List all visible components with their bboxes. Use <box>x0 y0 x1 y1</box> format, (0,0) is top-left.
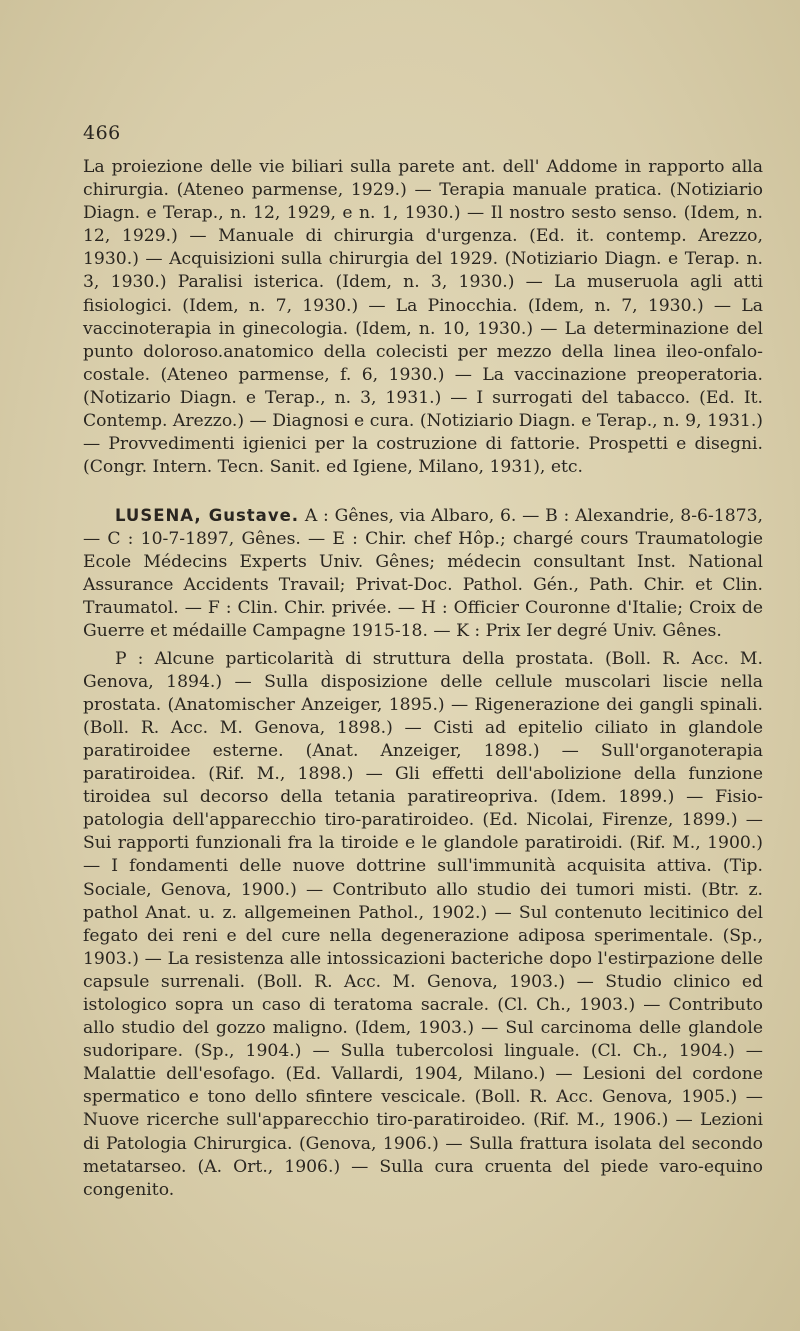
previous-entry-text: La proiezione delle vie biliari sulla parete ant. dell' Addome in rapporto alla chirurgia. (Ateneo parmense, 1929.) — Terapia manuale pratica. (Notiziario Diagn. e Terap., n. 12, 1929, e n. 1, 1930.) — Il nostro sesto senso. (Idem, n. 12, 1929.) — Manuale di chirurgia d'urgenza. (Ed. it. contemp. Arezzo, 1930.) — Acquisizioni sulla chirurgia del 1929. (Notiziario Diagn. e Terap. n. 3, 1930.) Paralisi isterica. (Idem, n. 3, 1930.) — La museruola agli atti fisiologici. (Idem, n. 7, 1930.) — La Pinocchia. (Idem, n. 7, 1930.) — La vaccinoterapia in ginecologia. (Idem, n. 10, 1930.) — La determinazione del punto doloroso.anatomico della colecisti per mezzo della linea ileo-onfalo-costale. (Ateneo parmense, f. 6, 1930.) — La vaccinazione preoperatoria. (Notizario Diagn. e Terap., n. 3, 1931.) — I surrogati del tabacco. (Ed. It. Contemp. Arezzo.) — Diagnosi e cura. (Notiziario Diagn. e Terap., n. 9, 1931.) — Provvedimenti igienici per la costruzione di fattorie. Prospetti e disegni. (Congr. Intern. Tecn. Sanit. ed Igiene, Milano, 1931), etc. <box>83 157 763 478</box>
entry-bio: A : Gênes, via Albaro, 6. — B : Alexandrie, 8-6-1873, — C : 10-7-1897, Gênes. — E : Chir. chef Hôp.; chargé cours Traumatologie Ecole Médecins Experts Univ. Gênes; médecin consultant Inst. National Assurance Accidents Travail; Privat-Doc. Pathol. Gén., Path. Chir. et Clin. Traumatol. — F : Clin. Chir. privée. — H : Officier Couronne d'Italie; Croix de Guerre et médaille Campagne 1915-18. — K : Prix Ier degré Univ. Gênes. <box>83 506 763 642</box>
entry-header <box>83 504 763 644</box>
entry-publications: P : Alcune particolarità di struttura della prostata. (Boll. R. Acc. M. Genova, 1894.) — Sulla disposizione delle cellule muscolari liscie nella prostata. (Anatomischer Anzeiger, 1895.) — Rigenerazione dei gangli spinali. (Boll. R. Acc. M. Genova, 1898.) — Cisti ad epitelio ciliato in glandole paratiroidee esterne. (Anat. Anzeiger, 1898.) — Sull'organoterapia paratiroidea. (Rif. M., 1898.) — Gli effetti dell'abolizione della funzione tiroidea sul decorso della tetania paratireopriva. (Idem. 1899.) — Fisio-patologia dell'apparecchio tiro-paratiroideo. (Ed. Nicolai, Firenze, 1899.) — Sui rapporti funzionali fra la tiroide e le glandole paratiroidi. (Rif. M., 1900.) — I fondamenti delle nuove dottrine sull'immunità acquisita attiva. (Tip. Sociale, Genova, 1900.) — Contributo allo studio dei tumori misti. (Btr. z. pathol Anat. u. z. allgemeinen Pathol., 1902.) — Sul contenuto lecitinico del fegato dei reni e del cure nella degenerazione adiposa sperimentale. (Sp., 1903.) — La resistenza alle intossicazioni bacteriche dopo l'estirpazione delle capsule surrenali. (Boll. R. Acc. M. Genova, 1903.) — Studio clinico ed istologico sopra un caso di teratoma sacrale. (Cl. Ch., 1903.) — Contributo allo studio del gozzo maligno. (Idem, 1903.) — Sul carcinoma delle glandole sudoripare. (Sp., 1904.) — Sulla tubercolosi linguale. (Cl. Ch., 1904.) — Malattie dell'esofago. (Ed. Vallardi, 1904, Milano.) — Lesioni del cordone spermatico e tono dello sfintere vescicale. (Boll. R. Acc. Genova, 1905.) — Nuove ricerche sull'apparecchio tiro-paratiroideo. (Rif. M., 1906.) — Lezioni di Patologia Chirurgica. (Genova, 1906.) — Sulla frattura isolata del secondo metatarseo. (A. Ort., 1906.) — Sulla cura cruenta del piede varo-equino congenito. <box>83 648 763 1200</box>
biographical-entry <box>83 504 763 1202</box>
page-number: 466 <box>83 122 121 144</box>
entry-name: LUSENA, Gustave. <box>115 506 300 525</box>
previous-entry-continuation <box>83 156 763 479</box>
